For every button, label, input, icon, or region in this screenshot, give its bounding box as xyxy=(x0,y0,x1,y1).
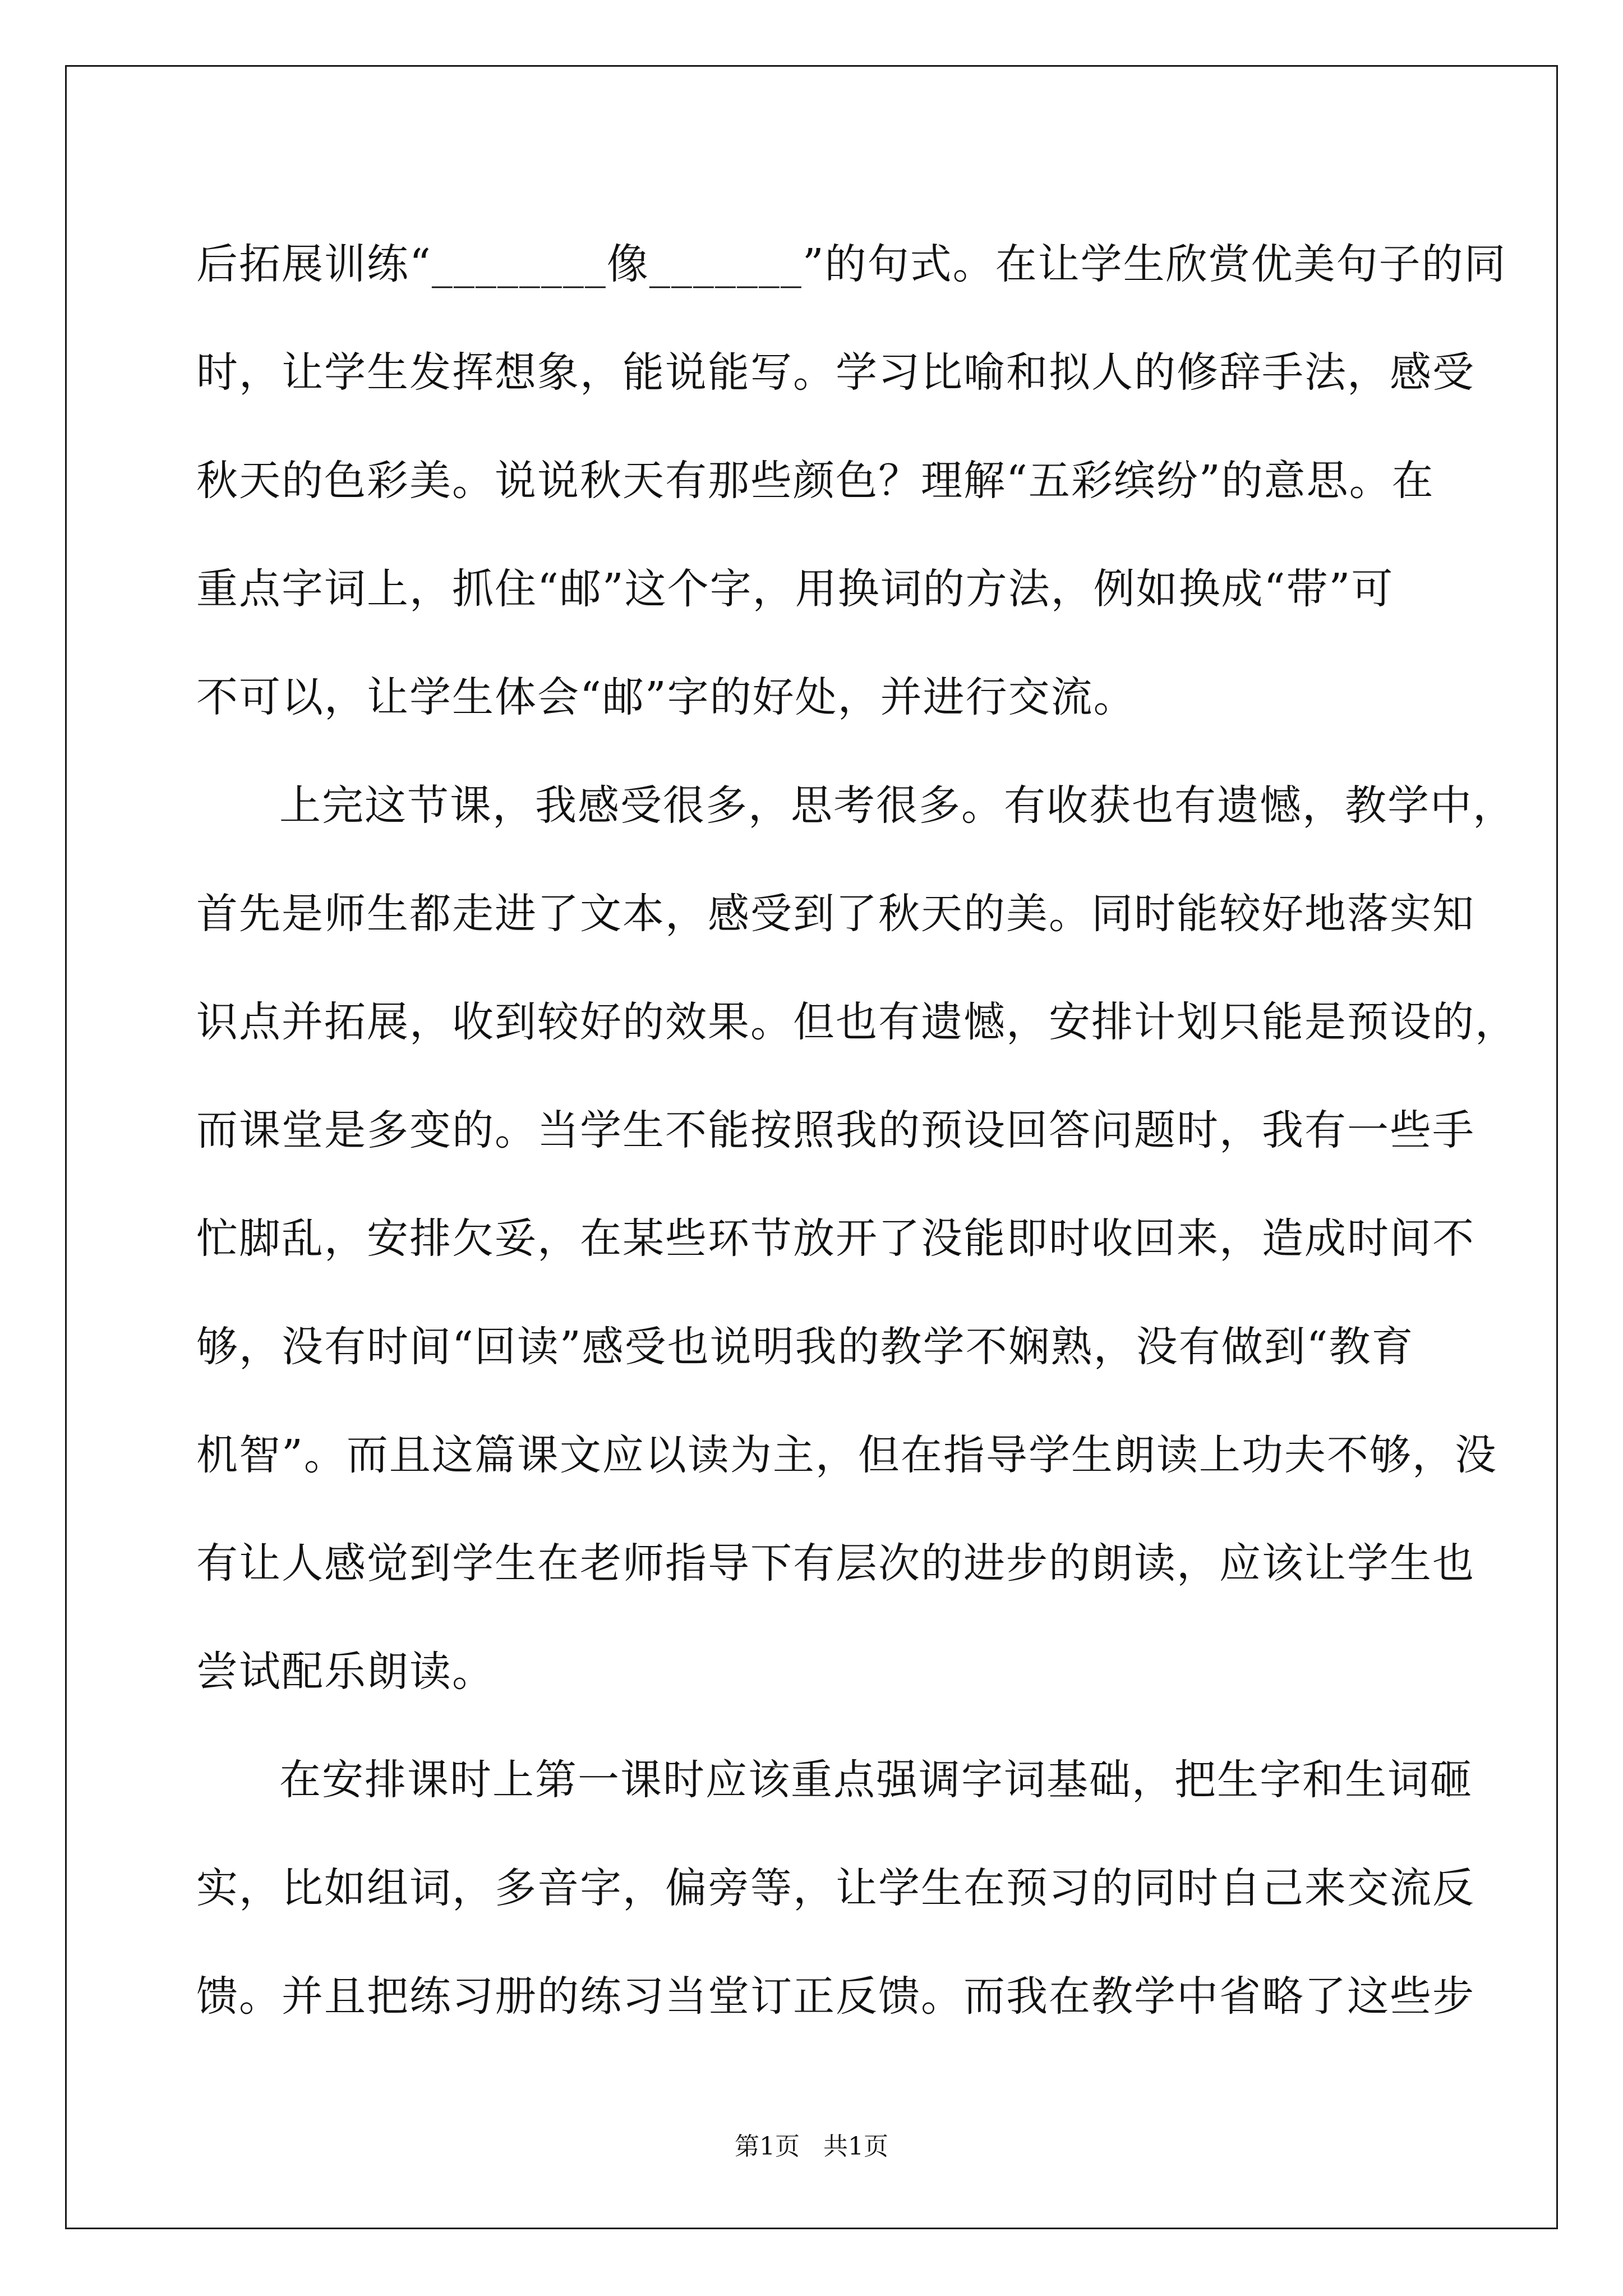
text-line: 够，没有时间“回读”感受也说明我的教学不娴熟，没有做到“教育 xyxy=(196,1323,1414,1371)
text-line: 而课堂是多变的。当学生不能按照我的预设回答问题时，我有一些手 xyxy=(196,1106,1475,1154)
text-line: 不可以，让学生体会“邮”字的好处，并进行交流。 xyxy=(196,673,1136,721)
text-line: 机智”。而且这篇课文应以读为主，但在指导学生朗读上功夫不够，没 xyxy=(196,1431,1497,1479)
text-line: 忙脚乱，安排欠妥，在某些环节放开了没能即时收回来，造成时间不 xyxy=(196,1214,1475,1263)
paragraph-first-line: 在安排课时上第一课时应该重点强调字词基础，把生字和生词砸 xyxy=(279,1756,1473,1804)
text-line: 实，比如组词，多音字，偏旁等，让学生在预习的同时自己来交流反 xyxy=(196,1864,1475,1912)
text-line: 秋天的色彩美。说说秋天有那些颜色？理解“五彩缤纷”的意思。在 xyxy=(196,457,1435,505)
text-line: 首先是师生都走进了文本，感受到了秋天的美。同时能较好地落实知 xyxy=(196,890,1475,938)
text-line: 尝试配乐朗读。 xyxy=(196,1648,495,1696)
text-line: 馈。并且把练习册的练习当堂订正反馈。而我在教学中省略了这些步 xyxy=(196,1972,1475,2021)
paragraph-first-line: 上完这节课，我感受很多，思考很多。有收获也有遗憾，教学中， xyxy=(279,781,1515,830)
text-line: 后拓展训练“________像_______”的句式。在让学生欣赏优美句子的同 xyxy=(196,240,1507,288)
text-line: 时，让学生发挥想象，能说能写。学习比喻和拟人的修辞手法，感受 xyxy=(196,348,1475,397)
text-line: 重点字词上，抓住“邮”这个字，用换词的方法，例如换成“带”可 xyxy=(196,565,1394,613)
document-body xyxy=(196,210,1518,2051)
text-line: 识点并拓展，收到较好的效果。但也有遗憾，安排计划只能是预设的， xyxy=(196,998,1518,1046)
text-line: 有让人感觉到学生在老师指导下有层次的进步的朗读，应该让学生也 xyxy=(196,1539,1475,1588)
page-number-footer: 第1页 共1页 xyxy=(735,2132,888,2161)
